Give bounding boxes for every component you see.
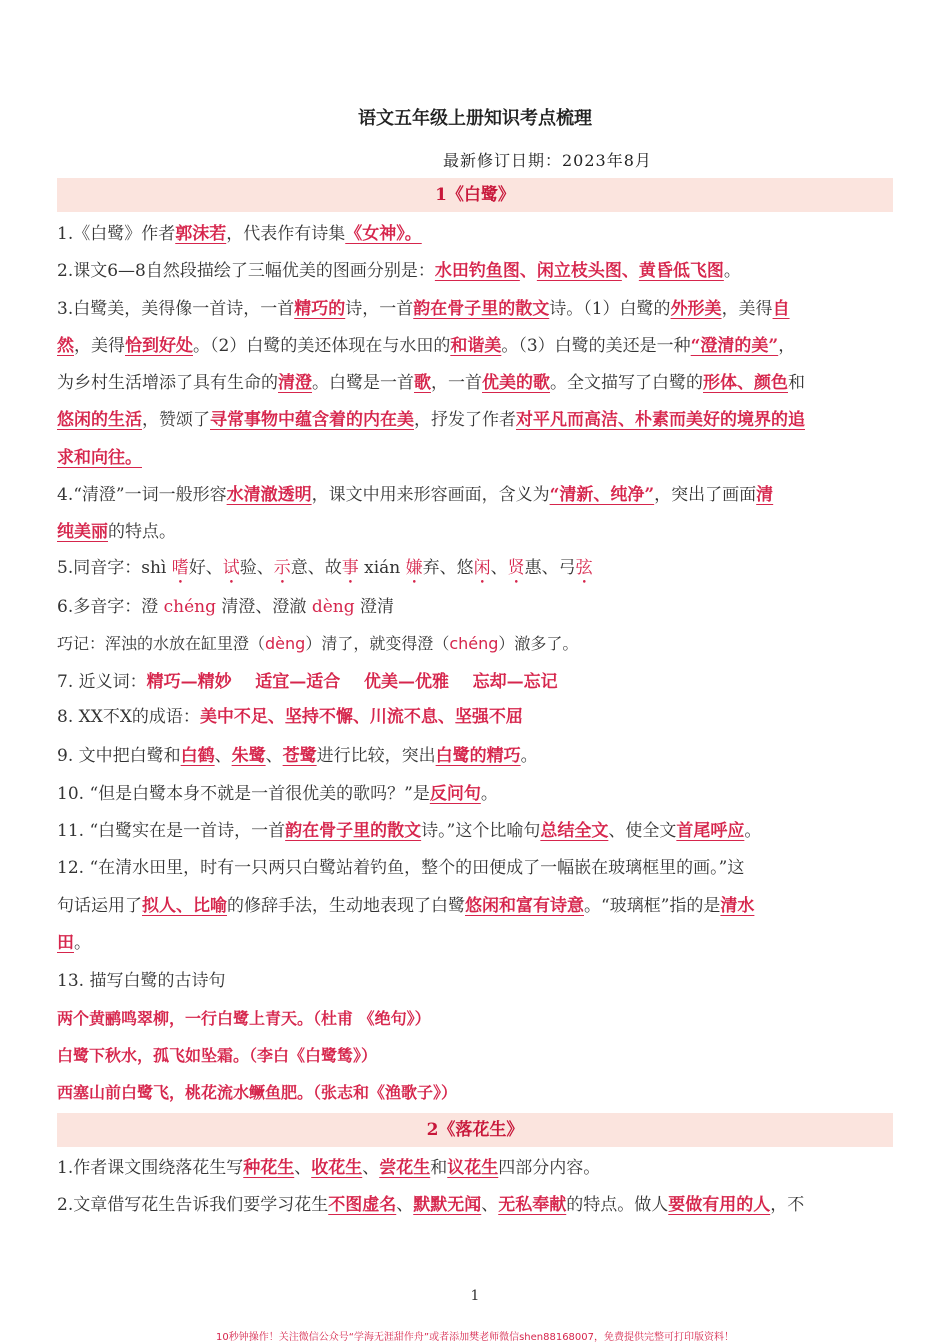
section-header-2: 2《落花生》 <box>57 1113 893 1147</box>
item-1: 1.《白鹭》作者郭沫若，代表作有诗集《女神》。 <box>57 224 422 244</box>
poem-line: 西塞山前白鹭飞，桃花流水鳜鱼肥。（张志和《渔歌子》） <box>57 1083 458 1102</box>
item-6: 6.多音字：澄 chéng 清澄、澄澈 dèng 澄清 <box>57 597 394 617</box>
section2-item-2: 2.文章借写花生告诉我们要学习花生不图虚名、默默无闻、无私奉献的特点。做人要做有用的人，不 <box>57 1195 805 1215</box>
section-header-1: 1《白鹭》 <box>57 178 893 212</box>
revision-date: 最新修订日期：2023年8月 <box>443 151 652 170</box>
item-8: 8. XX不X的成语：美中不足、坚持不懈、川流不息、坚强不屈 <box>57 707 523 727</box>
poem-line: 两个黄鹂鸣翠柳，一行白鹭上青天。（杜甫 《绝句》） <box>57 1009 431 1028</box>
item-3-line-4: 悠闲的生活，赞颂了寻常事物中蕴含着的内在美，抒发了作者对平凡而高洁、朴素而美好的境界的追 <box>57 410 805 430</box>
item-7: 7. 近义词：精巧—精妙 适宜—适合 优美—优雅 忘却—忘记 <box>57 672 558 692</box>
poem-line: 白鹭下秋水，孤飞如坠霜。（李白《白鹭鸶》） <box>57 1046 378 1065</box>
memory-tip: 巧记：浑浊的水放在缸里澄（dèng）清了，就变得澄（chéng）澈多了。 <box>57 634 579 653</box>
page-title: 语文五年级上册知识考点梳理 <box>358 108 592 129</box>
item-4-line-2: 纯美丽的特点。 <box>57 522 176 542</box>
item-12-line-2: 句话运用了拟人、比喻的修辞手法，生动地表现了白鹭悠闲和富有诗意。“玻璃框”指的是清水 <box>57 896 755 916</box>
item-12-line-1: 12. “在清水田里，时有一只两只白鹭站着钓鱼，整个的田便成了一幅嵌在玻璃框里的画。”这 <box>57 858 745 878</box>
item-9: 9. 文中把白鹭和白鹤、朱鹭、苍鹭进行比较，突出白鹭的精巧。 <box>57 746 538 766</box>
page-number: 1 <box>470 1288 480 1304</box>
section2-item-1: 1.作者课文围绕落花生写种花生、收花生、尝花生和议花生四部分内容。 <box>57 1158 601 1178</box>
item-2: 2.课文6—8自然段描绘了三幅优美的图画分别是：水田钓鱼图、闲立枝头图、黄昏低飞图。 <box>57 261 741 281</box>
item-5: 5.同音字：shì 嗜好、试验、示意、故事 xián 嫌弃、悠闲、贤惠、弓弦 <box>57 558 593 578</box>
item-3-line-3: 为乡村生活增添了具有生命的清澄。白鹭是一首歌，一首优美的歌。全文描写了白鹭的形体、颜色和 <box>57 373 805 393</box>
item-11: 11. “白鹭实在是一首诗，一首韵在骨子里的散文诗。”这个比喻句总结全文、使全文首尾呼应。 <box>57 821 762 841</box>
promo-footer: 10秒钟操作！关注微信公众号“学海无涯甜作舟”或者添加樊老师微信shen88168007，免费提供完整可打印版资料！ <box>215 1332 735 1343</box>
item-3-line-5: 求和向往。 <box>57 448 142 468</box>
item-13: 13. 描写白鹭的古诗句 <box>57 971 226 991</box>
item-3-line-1: 3.白鹭美，美得像一首诗，一首精巧的诗，一首韵在骨子里的散文诗。（1）白鹭的外形美，美得自 <box>57 299 790 319</box>
item-3-line-2: 然，美得恰到好处。（2）白鹭的美还体现在与水田的和谐美。（3）白鹭的美还是一种“澄清的美”， <box>57 336 796 356</box>
item-4-line-1: 4.“清澄”一词一般形容水清澈透明，课文中用来形容画面，含义为“清新、纯净”，突出了画面清 <box>57 485 774 505</box>
item-12-line-3: 田。 <box>57 933 91 953</box>
item-10: 10. “但是白鹭本身不就是一首很优美的歌吗？”是反问句。 <box>57 784 498 804</box>
